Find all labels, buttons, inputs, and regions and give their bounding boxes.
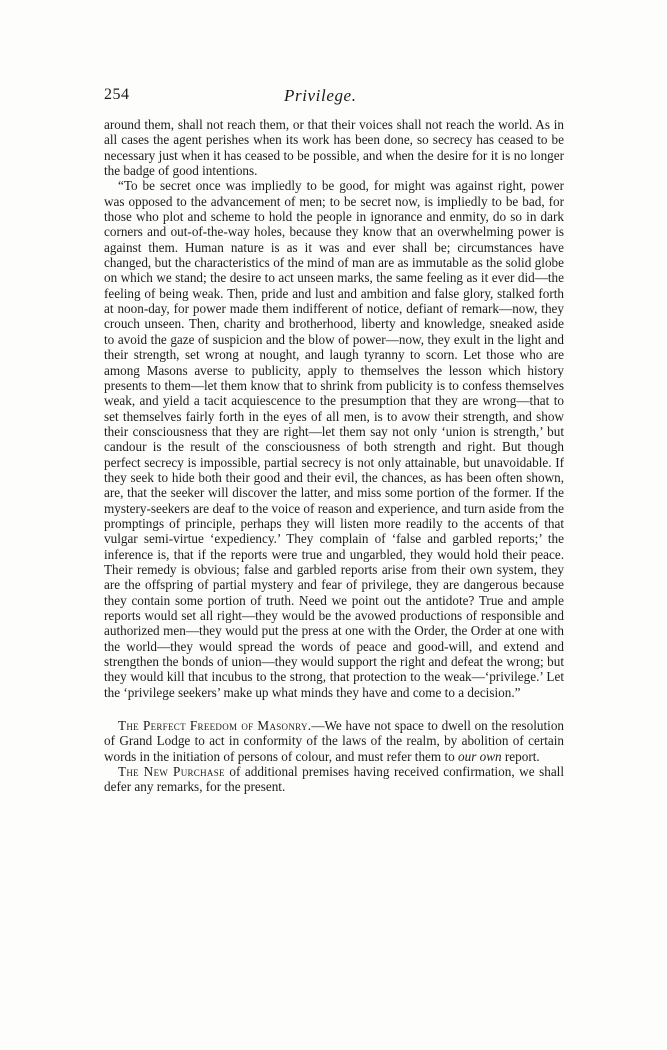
notice-italic-text: our own <box>458 748 502 764</box>
notice-heading: The New Purchase <box>118 764 225 780</box>
paragraph-2-quotation: “To be secret once was impliedly to be good, for might was against right, power was opposed to the advancement of men; to be secret now, is impliedly to be bad, for those who plot and scheme to hold the people in ignorance and enmity, do so in dark corners and out-of-the-way holes, because they know that an overwhelming power is against them. Human nature is as it was and ever shall be; circumstances have changed, but the characteristics of the mind of man are as immutable as the solid globe on which we stand; the desire to act unseen marks, the same feeling as it ever did—the feeling of being weak. Then, pride and lust and ambition and false glory, stalked forth at noon-day, for power made them indifferent of notice, defiant of remark—now, they crouch unseen. Then, charity and brotherhood, liberty and knowledge, sneaked aside to avoid the gaze of suspicion and the blow of power—now, they exult in the light and their strength, set wrong at nought, and laugh tyranny to scorn. Let those who are among Masons averse to publicity, apply to themselves the lesson which history presents to them—let them know that to shrink from publicity is to confess themselves weak, and yield a tacit acquiescence to the presumption that they are wrong—that to set themselves fairly forth in the eyes of all men, is to avow their strength, and show their consciousness that they are right—let them say not only ‘union is strength,’ but candour is the result of the consciousness of both strength and right. But though perfect secrecy is impossible, partial secrecy is not only attainable, but unavoidable. If they seek to hide both their good and their evil, the chances, as has been often shown, are, that the seeker will discover the latter, and miss some portion of the former. If the mystery-seekers are deaf to the voice of reason and experience, and turn aside from the promptings of principle, perhaps they will listen more readily to the accents of that vulgar semi-virtue ‘expediency.’ They complain of ‘false and garbled reports;’ the inference is, that if the reports were true and ungarbled, they would hold their peace. Their remedy is obvious; false and garbled reports arise from their own system, they are the offspring of partial mystery and fear of privilege, they are dangerous because they contain some portion of truth. Need we point out the antidote? True and ample reports would set all right—they would be the avowed productions of responsible and authorized men—they would put the press at one with the Order, the Order at one with the world—they would spread the words of peace and good-will, and extend and strengthen the bonds of union—they would support the right and defeat the wrong; but they would kill that incubus to the strong, that protection to the weak—‘privilege.’ Let the ‘privilege seekers’ make up what minds they have and come to a decision.” <box>104 178 564 700</box>
section-gap <box>104 700 564 718</box>
notice-heading: The Perfect Freedom of Masonry. <box>118 718 312 734</box>
notice-text-end: report. <box>501 748 540 764</box>
paragraph-1: around them, shall not reach them, or that their voices shall not reach the world. As in all cases the agent perishes when its work has been done, so secrecy has ceased to be necessary just when it has ceased to be possible, and when the desire for it is no longer the badge of good intentions. <box>104 117 564 179</box>
running-head <box>104 86 564 108</box>
notice-new-purchase <box>104 764 564 795</box>
notice-text: —We have not space to dwell on the resolution of Grand Lodge to act in conformity of the laws of the realm, by abolition of certain words in the initiation of persons of colour, and must refer them to <box>104 718 565 764</box>
notice-perfect-freedom <box>104 718 564 764</box>
notice-text: of additional premises having received confirmation, we shall defer any remarks, for the present. <box>104 764 565 795</box>
body-text <box>104 117 564 795</box>
page-number: 254 <box>104 86 130 103</box>
running-title: Privilege. <box>284 86 357 105</box>
